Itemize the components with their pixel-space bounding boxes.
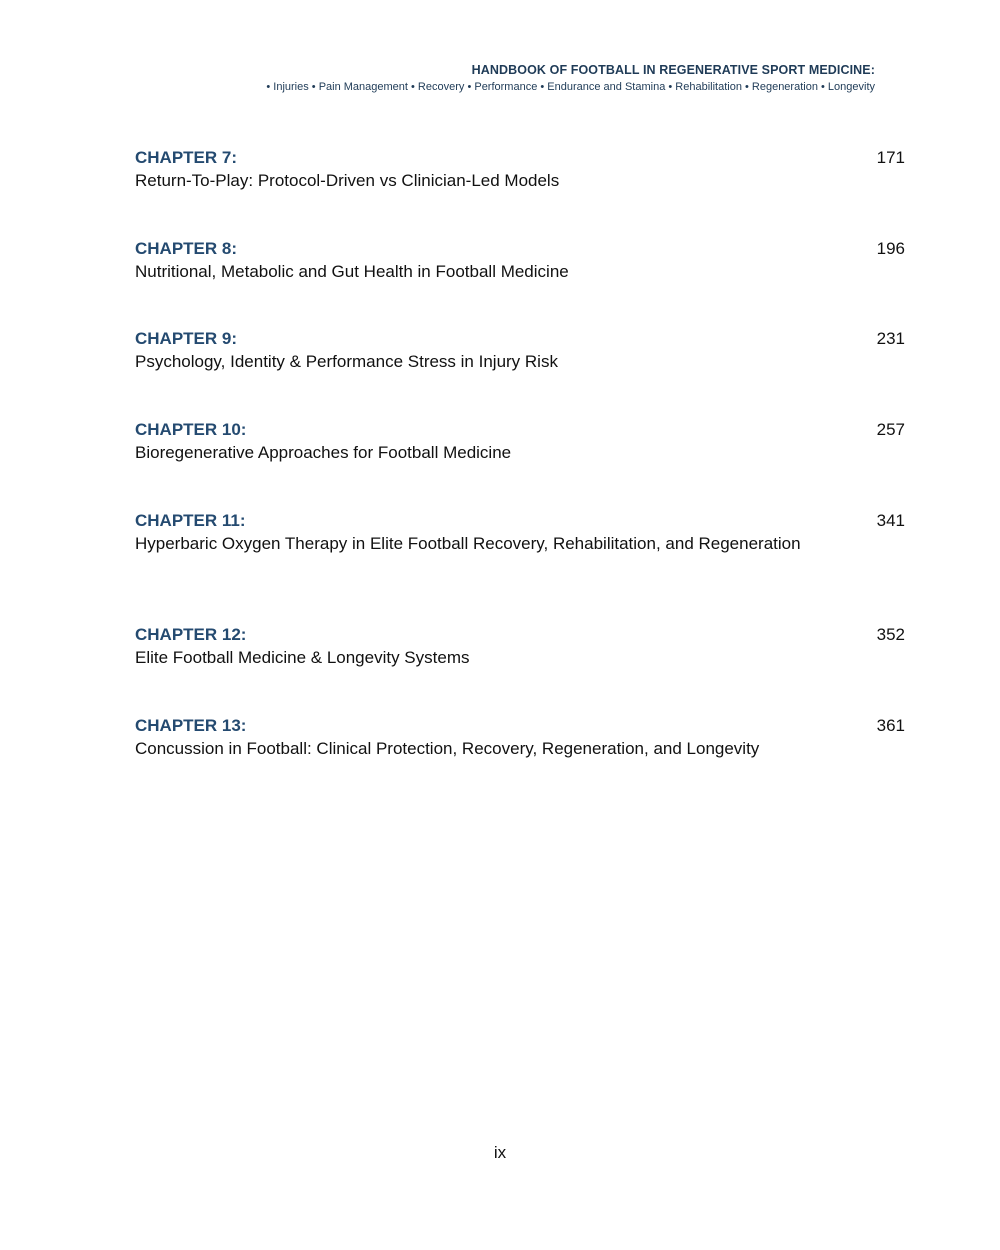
chapter-label: CHAPTER 8: xyxy=(135,239,238,258)
chapter-title: Concussion in Football: Clinical Protection, Recovery, Regeneration, and Longevity xyxy=(135,739,760,758)
chapter-label: CHAPTER 10: xyxy=(135,420,247,439)
chapter-title: Psychology, Identity & Performance Stress in Injury Risk xyxy=(135,352,558,371)
chapter-page-number: 231 xyxy=(876,329,905,348)
running-header xyxy=(266,62,875,95)
chapter-page-number: 341 xyxy=(876,511,905,530)
book-subtitle: • Injuries • Pain Management • Recovery • Performance • Endurance and Stamina • Rehabilitation • Regeneration • Longevity xyxy=(266,81,875,93)
chapter-page-number: 352 xyxy=(876,625,905,644)
chapter-label: CHAPTER 11: xyxy=(135,511,246,530)
chapter-page-number: 171 xyxy=(876,148,905,167)
toc-entry-chapter-12[interactable] xyxy=(135,623,905,670)
book-title: HANDBOOK OF FOOTBALL IN REGENERATIVE SPORT MEDICINE: xyxy=(471,63,875,77)
chapter-label: CHAPTER 12: xyxy=(135,625,247,644)
page-number-footer: ix xyxy=(493,1143,507,1162)
toc-entry-chapter-13[interactable] xyxy=(135,714,905,761)
chapter-title: Return-To-Play: Protocol-Driven vs Clinician-Led Models xyxy=(135,171,560,190)
chapter-page-number: 196 xyxy=(876,239,905,258)
chapter-title: Hyperbaric Oxygen Therapy in Elite Football Recovery, Rehabilitation, and Regeneration xyxy=(135,534,801,553)
chapter-page-number: 361 xyxy=(876,716,905,735)
toc-entry-chapter-10[interactable] xyxy=(135,418,905,465)
chapter-label: CHAPTER 7: xyxy=(135,148,238,167)
chapter-title: Elite Football Medicine & Longevity Systems xyxy=(135,648,470,667)
toc-entry-chapter-7[interactable] xyxy=(135,146,905,193)
toc-entry-chapter-11[interactable] xyxy=(135,509,905,556)
toc-entry-chapter-8[interactable] xyxy=(135,237,905,284)
chapter-title: Bioregenerative Approaches for Football Medicine xyxy=(135,443,512,462)
chapter-label: CHAPTER 9: xyxy=(135,329,238,348)
chapter-label: CHAPTER 13: xyxy=(135,716,247,735)
toc-entry-chapter-9[interactable] xyxy=(135,327,905,374)
chapter-page-number: 257 xyxy=(876,420,905,439)
chapter-title: Nutritional, Metabolic and Gut Health in Football Medicine xyxy=(135,262,569,281)
